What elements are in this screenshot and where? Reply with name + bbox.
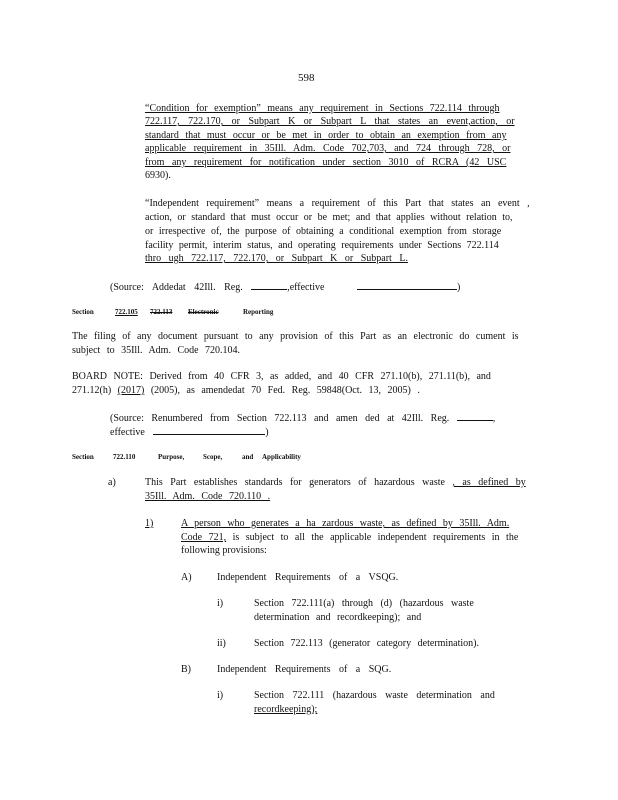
definition-line: or irrespective of, the purpose of obtaining a conditional exemption from storage: [145, 226, 502, 237]
item-1-text: is subject to all the applicable independent requirements in the: [232, 532, 519, 543]
definition-line: thro ugh 722.117, 722.170, or Subpart K or Subpart L.: [145, 253, 408, 264]
item-A-i-marker: i): [217, 598, 224, 609]
item-A-ii-marker: ii): [217, 638, 226, 649]
source-note: [110, 280, 460, 294]
source-note-effective: ,effective: [287, 282, 325, 293]
blank-effective-date: [357, 280, 457, 290]
definition-line: 722.117, 722.170, or Subpart K or Subpart L that states an event,action, or: [145, 116, 515, 127]
item-A-i-line: determination and recordkeeping); and: [254, 612, 422, 623]
filing-paragraph-line: The filing of any document pursuant to any provision of this Part as an electronic do cument is: [72, 331, 519, 342]
blank-register-page: [251, 280, 287, 290]
item-B-marker: B): [181, 664, 191, 675]
section-title-word: and: [242, 453, 254, 461]
section-number: 722.110: [113, 453, 136, 461]
definition-line: standard that must occur or be met in order to obtain an exemption from any: [145, 130, 507, 141]
definition-line: facility permit, interim status, and operating requirements under Sections 722.114: [145, 240, 499, 251]
item-A-text: Independent Requirements of a VSQG.: [217, 572, 399, 583]
board-note-line: BOARD NOTE: Derived from 40 CFR 3, as added, and 40 CFR 271.10(b), 271.11(b), and: [72, 371, 491, 382]
board-note-text: 271.12(h): [72, 385, 112, 396]
item-A-i-line: Section 722.111(a) through (d) (hazardous waste: [254, 598, 474, 609]
item-B-i-line: recordkeeping);: [254, 704, 318, 715]
board-note-added: (2017): [117, 385, 145, 396]
item-1-line: [181, 532, 518, 544]
section-title-word: Applicability: [262, 453, 301, 461]
filing-paragraph-line: subject to 35Ill. Adm. Code 720.104.: [72, 345, 241, 356]
section-title: Reporting: [243, 308, 274, 316]
page-number: 598: [298, 72, 315, 84]
source-note-effective: effective: [110, 427, 145, 438]
section-label: Section: [72, 453, 94, 461]
definition-line: from any requirement for notification under section 3010 of RCRA (42 USC: [145, 157, 507, 168]
item-B-i-line: Section 722.111 (hazardous waste determination and: [254, 690, 495, 701]
item-B-i-marker: i): [217, 690, 224, 701]
item-1-marker: 1): [145, 518, 154, 529]
section-title-word: Purpose,: [158, 453, 185, 461]
source-note-close: ): [457, 282, 461, 293]
definition-line: action, or standard that must occur or be met; and that applies without relation to,: [145, 212, 513, 223]
source-note-renumbered: [110, 411, 495, 425]
item-a-added: , as defined by: [452, 477, 526, 488]
source-note-text: (Source: Renumbered from Section 722.113 and amen ded at 42Ill. Reg.: [110, 413, 450, 424]
board-note-text: (2005), as amendedat 70 Fed. Reg. 59848(Oct. 13, 2005) .: [150, 385, 420, 396]
item-1-line: following provisions:: [181, 545, 267, 556]
definition-line: 6930).: [145, 170, 171, 181]
definition-line: “Condition for exemption” means any requirement in Sections 722.114 through: [145, 103, 500, 114]
item-1-line: A person who generates a ha zardous waste, as defined by 35Ill. Adm.: [181, 518, 510, 529]
section-number-new: 722.105: [115, 308, 138, 316]
section-label: Section: [72, 308, 94, 316]
blank-effective-date: [153, 425, 265, 435]
blank-register-page: [457, 411, 493, 421]
definition-line: applicable requirement in 35Ill. Adm. Code 702,703, and 724 through 728, or: [145, 143, 511, 154]
item-B-text: Independent Requirements of a SQG.: [217, 664, 392, 675]
item-a-line: [145, 477, 526, 489]
source-note-comma: ,: [492, 413, 496, 424]
item-A-marker: A): [181, 572, 192, 583]
item-1-added: Code 721,: [181, 532, 227, 543]
board-note-line: [72, 385, 420, 397]
definition-line: “Independent requirement” means a requirement of this Part that states an event ,: [145, 198, 530, 209]
item-a-marker: a): [108, 477, 116, 488]
section-number-old: 722.113: [150, 308, 173, 316]
item-a-text: This Part establishes standards for generators of hazardous waste: [145, 477, 445, 488]
source-note-renumbered-line2: [110, 425, 269, 439]
section-title-struck: Electronic: [188, 308, 219, 316]
item-a-line: 35Ill. Adm. Code 720.110 .: [145, 491, 271, 502]
source-note-text: (Source: Addedat 42Ill. Reg.: [110, 282, 243, 293]
item-A-ii-text: Section 722.113 (generator category determination).: [254, 638, 479, 649]
section-title-word: Scope,: [203, 453, 223, 461]
source-note-close: ): [265, 427, 269, 438]
